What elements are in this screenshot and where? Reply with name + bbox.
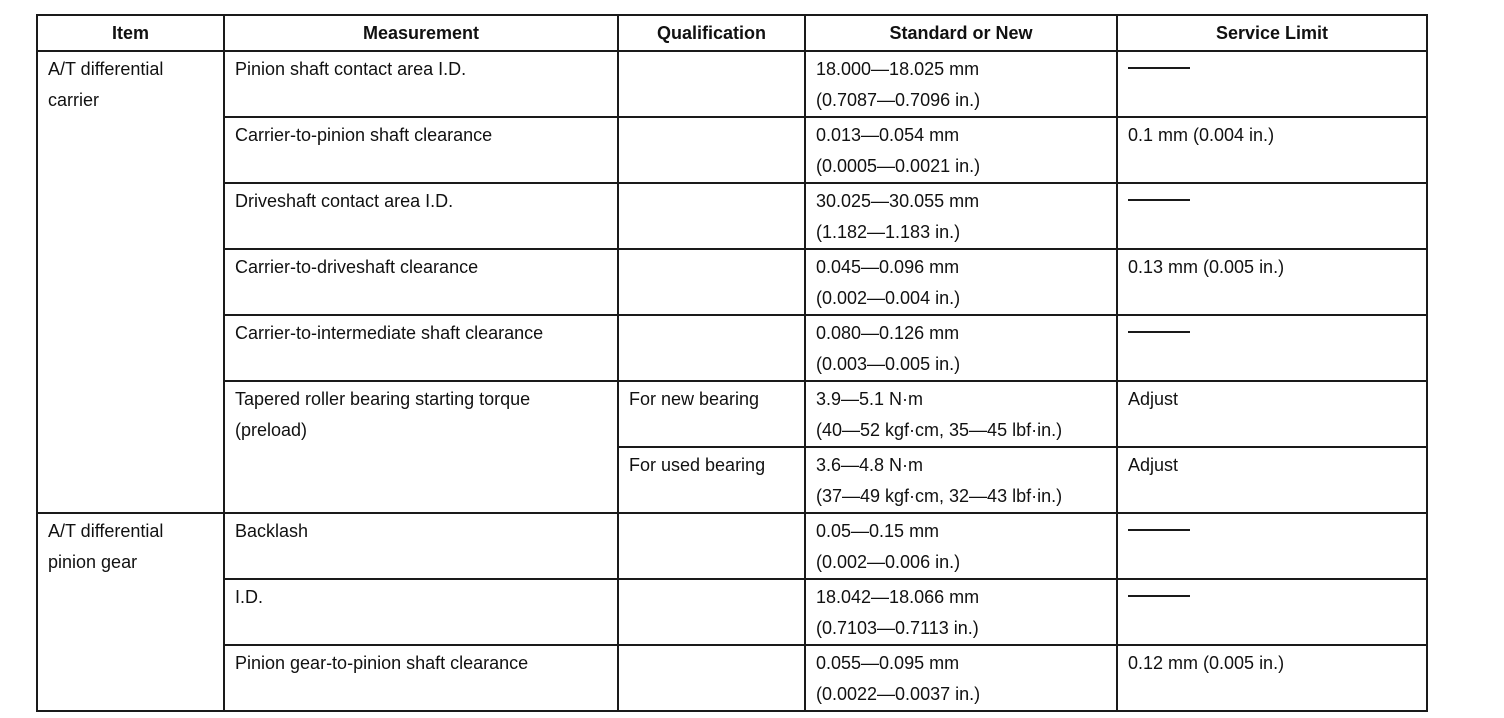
qualification-cell bbox=[618, 645, 805, 711]
item-label: A/T differential bbox=[48, 521, 164, 541]
standard-value: 0.05—0.15 mm bbox=[816, 521, 940, 541]
service-limit-cell: 0.13 mm (0.005 in.) bbox=[1117, 249, 1427, 315]
service-limit-cell: 0.1 mm (0.004 in.) bbox=[1117, 117, 1427, 183]
item-label: pinion gear bbox=[48, 552, 138, 572]
standard-value: 3.6—4.8 N·m bbox=[816, 455, 924, 475]
header-service-limit: Service Limit bbox=[1117, 15, 1427, 51]
measurement-label: Pinion gear-to-pinion shaft clearance bbox=[235, 653, 529, 673]
standard-cell bbox=[805, 579, 1117, 645]
table-row bbox=[37, 51, 1427, 117]
table-row bbox=[37, 513, 1427, 579]
measurement-label: Carrier-to-intermediate shaft clearance bbox=[235, 323, 544, 343]
measurement-cell bbox=[224, 315, 618, 381]
table-row bbox=[37, 315, 1427, 381]
service-limit-cell: Adjust bbox=[1117, 447, 1427, 513]
spec-body bbox=[37, 51, 1427, 711]
measurement-cell bbox=[224, 249, 618, 315]
header-item: Item bbox=[37, 15, 224, 51]
measurement-cell bbox=[224, 513, 618, 579]
standard-value: (37—49 kgf·cm, 32—43 lbf·in.) bbox=[816, 486, 1063, 506]
header-qualification: Qualification bbox=[618, 15, 805, 51]
service-limit-cell bbox=[1117, 51, 1427, 117]
standard-cell bbox=[805, 315, 1117, 381]
table-row bbox=[37, 117, 1427, 183]
dash-mark bbox=[1128, 595, 1190, 597]
item-cell bbox=[37, 513, 224, 711]
qualification-cell bbox=[618, 249, 805, 315]
header-measurement: Measurement bbox=[224, 15, 618, 51]
standard-value: (40—52 kgf·cm, 35—45 lbf·in.) bbox=[816, 420, 1063, 440]
table-row bbox=[37, 381, 1427, 447]
measurement-label: I.D. bbox=[235, 587, 264, 607]
standard-cell bbox=[805, 513, 1117, 579]
measurement-cell bbox=[224, 579, 618, 645]
measurement-cell bbox=[224, 51, 618, 117]
dash-mark bbox=[1128, 199, 1190, 201]
table-row bbox=[37, 579, 1427, 645]
measurement-label: Pinion shaft contact area I.D. bbox=[235, 59, 467, 79]
measurement-label: Carrier-to-pinion shaft clearance bbox=[235, 125, 493, 145]
standard-value: 0.055—0.095 mm bbox=[816, 653, 960, 673]
standard-cell bbox=[805, 249, 1117, 315]
qualification-cell bbox=[618, 117, 805, 183]
measurement-label: Carrier-to-driveshaft clearance bbox=[235, 257, 479, 277]
qualification-cell bbox=[618, 183, 805, 249]
qualification-cell bbox=[618, 579, 805, 645]
measurement-cell bbox=[224, 645, 618, 711]
qualification-cell bbox=[618, 51, 805, 117]
standard-value: (0.7103—0.7113 in.) bbox=[816, 618, 979, 638]
standard-value: 3.9—5.1 N·m bbox=[816, 389, 924, 409]
header-row bbox=[37, 15, 1427, 51]
qualification-cell bbox=[618, 315, 805, 381]
dash-mark bbox=[1128, 67, 1190, 69]
measurement-label: Backlash bbox=[235, 521, 309, 541]
dash-mark bbox=[1128, 331, 1190, 333]
service-limit-cell bbox=[1117, 513, 1427, 579]
standard-cell bbox=[805, 381, 1117, 447]
standard-value: (0.7087—0.7096 in.) bbox=[816, 90, 981, 110]
standard-cell bbox=[805, 117, 1117, 183]
table-row bbox=[37, 645, 1427, 711]
standard-cell bbox=[805, 183, 1117, 249]
standard-value: (0.0022—0.0037 in.) bbox=[816, 684, 981, 704]
standard-value: 0.013—0.054 mm bbox=[816, 125, 960, 145]
measurement-label: Tapered roller bearing starting torque bbox=[235, 389, 531, 409]
item-label: carrier bbox=[48, 90, 100, 110]
measurement-cell bbox=[224, 117, 618, 183]
item-cell bbox=[37, 51, 224, 513]
service-limit-cell: Adjust bbox=[1117, 381, 1427, 447]
standard-cell bbox=[805, 447, 1117, 513]
standard-value: 30.025—30.055 mm bbox=[816, 191, 980, 211]
standard-value: 0.045—0.096 mm bbox=[816, 257, 960, 277]
standard-value: 0.080—0.126 mm bbox=[816, 323, 960, 343]
measurement-label: Driveshaft contact area I.D. bbox=[235, 191, 454, 211]
standard-value: (0.002—0.006 in.) bbox=[816, 552, 961, 572]
item-label: A/T differential bbox=[48, 59, 164, 79]
service-limit-cell: 0.12 mm (0.005 in.) bbox=[1117, 645, 1427, 711]
standard-value: (0.003—0.005 in.) bbox=[816, 354, 961, 374]
table-row bbox=[37, 249, 1427, 315]
qualification-cell: For new bearing bbox=[618, 381, 805, 447]
dash-mark bbox=[1128, 529, 1190, 531]
standard-value: 18.000—18.025 mm bbox=[816, 59, 980, 79]
standard-cell bbox=[805, 645, 1117, 711]
header-standard: Standard or New bbox=[805, 15, 1117, 51]
standard-value: 18.042—18.066 mm bbox=[816, 587, 980, 607]
service-limit-cell bbox=[1117, 579, 1427, 645]
measurement-label: (preload) bbox=[235, 420, 308, 440]
qualification-cell: For used bearing bbox=[618, 447, 805, 513]
spec-table bbox=[36, 14, 1428, 712]
qualification-cell bbox=[618, 513, 805, 579]
standard-value: (0.002—0.004 in.) bbox=[816, 288, 961, 308]
standard-cell bbox=[805, 51, 1117, 117]
service-limit-cell bbox=[1117, 183, 1427, 249]
standard-value: (0.0005—0.0021 in.) bbox=[816, 156, 981, 176]
table-row bbox=[37, 183, 1427, 249]
measurement-cell bbox=[224, 381, 618, 513]
standard-value: (1.182—1.183 in.) bbox=[816, 222, 961, 242]
service-limit-cell bbox=[1117, 315, 1427, 381]
measurement-cell bbox=[224, 183, 618, 249]
